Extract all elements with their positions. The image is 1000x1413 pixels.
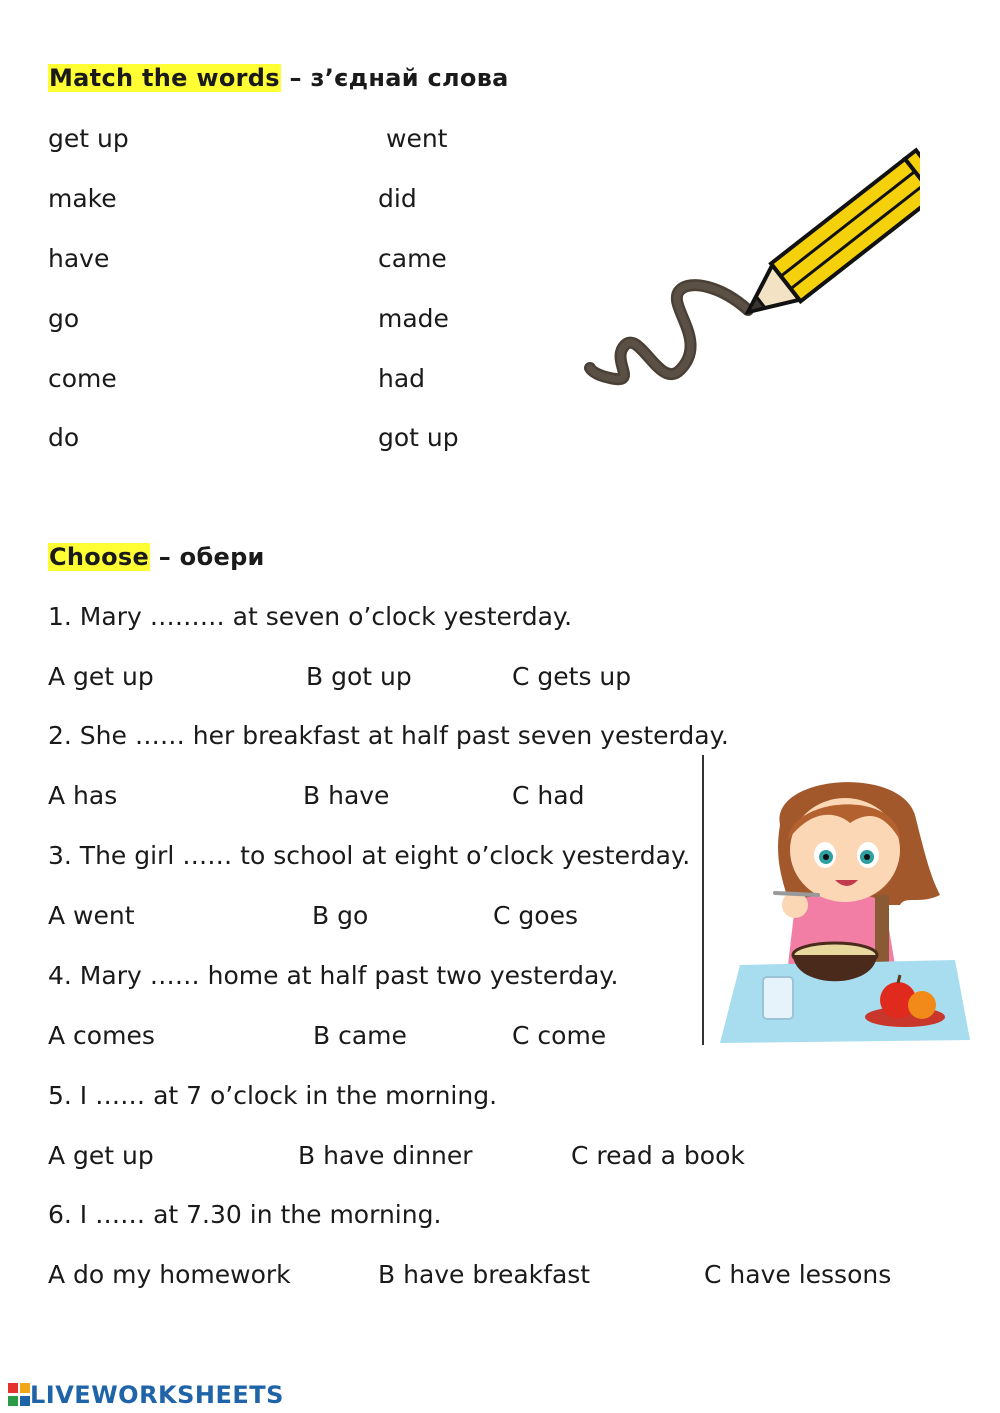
match-heading: [48, 64, 509, 92]
option-a[interactable]: A has: [48, 781, 118, 810]
option-c[interactable]: C goes: [493, 901, 578, 930]
option-a[interactable]: A do my homework: [48, 1260, 291, 1289]
liveworksheets-logo[interactable]: [8, 1381, 284, 1409]
question-text: 2. She …… her breakfast at half past seven yesterday.: [48, 721, 729, 750]
right-word[interactable]: made: [378, 304, 449, 333]
question-text: 3. The girl …… to school at eight o’clock yesterday.: [48, 841, 691, 870]
choose-heading: [48, 543, 265, 571]
right-word[interactable]: came: [378, 244, 447, 273]
option-b[interactable]: B got up: [306, 662, 412, 691]
choose-heading-highlight: Choose: [49, 543, 150, 571]
option-b[interactable]: B have dinner: [298, 1141, 473, 1170]
option-c[interactable]: C have lessons: [704, 1260, 892, 1289]
left-word[interactable]: go: [48, 304, 80, 333]
option-c[interactable]: C read a book: [571, 1141, 745, 1170]
option-a[interactable]: A comes: [48, 1021, 155, 1050]
option-b[interactable]: B have breakfast: [378, 1260, 591, 1289]
question-text: 4. Mary …… home at half past two yesterday.: [48, 961, 619, 990]
right-word[interactable]: had: [378, 364, 426, 393]
match-heading-rest: – з’єднай слова: [280, 64, 509, 92]
question-text: 1. Mary ……… at seven o’clock yesterday.: [48, 602, 573, 631]
option-a[interactable]: A went: [48, 901, 135, 930]
option-b[interactable]: B have: [303, 781, 390, 810]
option-b[interactable]: B go: [312, 901, 369, 930]
left-word[interactable]: get up: [48, 124, 129, 153]
option-c[interactable]: C had: [512, 781, 585, 810]
option-a[interactable]: A get up: [48, 662, 154, 691]
option-c[interactable]: C gets up: [512, 662, 632, 691]
logo-text: LIVEWORKSHEETS: [30, 1381, 284, 1409]
option-a[interactable]: A get up: [48, 1141, 154, 1170]
match-heading-highlight: Match the words: [49, 64, 280, 92]
question-text: 5. I …… at 7 o’clock in the morning.: [48, 1081, 498, 1110]
girl-eating-breakfast-illustration: [700, 755, 980, 1050]
left-word[interactable]: have: [48, 244, 110, 273]
choose-heading-rest: – обери: [150, 543, 265, 571]
left-word[interactable]: come: [48, 364, 117, 393]
option-b[interactable]: B came: [313, 1021, 407, 1050]
question-text: 6. I …… at 7.30 in the morning.: [48, 1200, 442, 1229]
left-word[interactable]: make: [48, 184, 117, 213]
option-c[interactable]: C come: [512, 1021, 607, 1050]
liveworksheets-logo-icon: [8, 1383, 30, 1407]
pencil-drawing-icon: [580, 140, 920, 400]
left-word[interactable]: do: [48, 423, 80, 452]
right-word[interactable]: went: [386, 124, 448, 153]
right-word[interactable]: did: [378, 184, 417, 213]
right-word[interactable]: got up: [378, 423, 459, 452]
